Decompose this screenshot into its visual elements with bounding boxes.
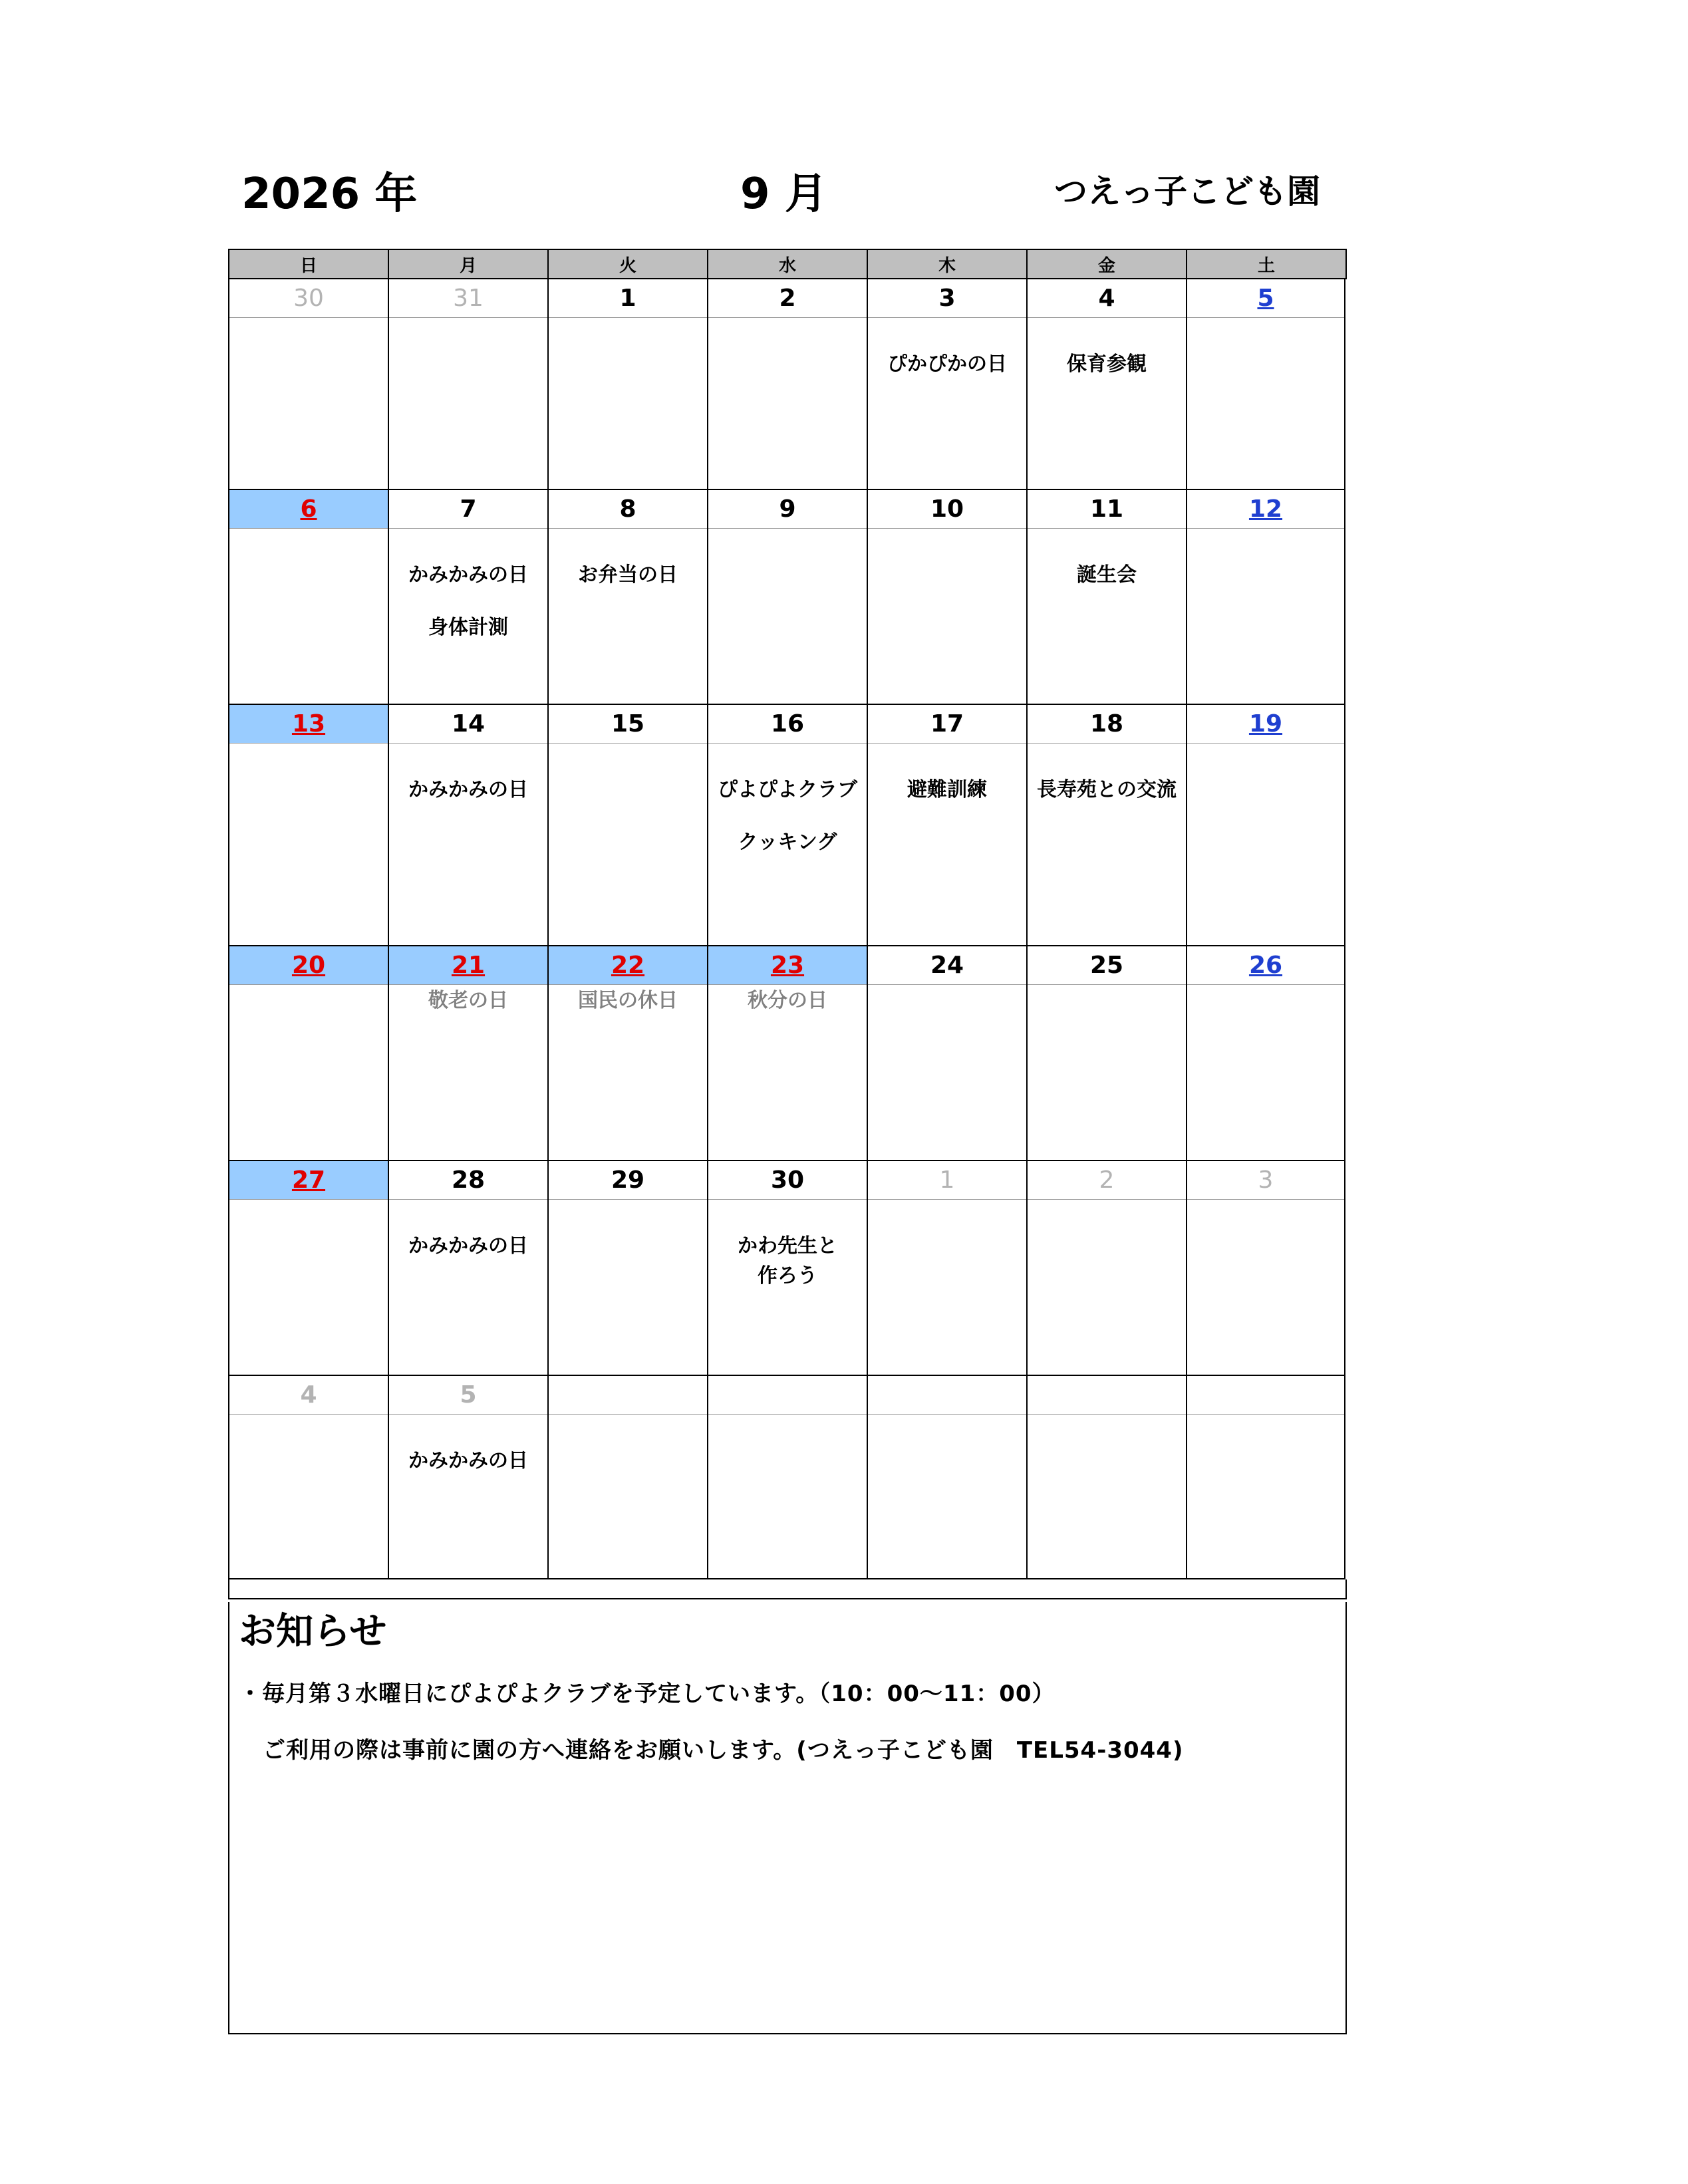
day-number: 3 — [868, 279, 1026, 318]
day-events — [868, 985, 1026, 1160]
day-cell — [867, 1376, 1026, 1579]
day-cell — [1026, 946, 1186, 1161]
day-events — [868, 1200, 1026, 1375]
day-number — [1028, 1376, 1186, 1415]
day-cell — [547, 946, 707, 1161]
day-cell — [1026, 490, 1186, 705]
weekday-header: 月 — [388, 249, 549, 279]
day-number: 29 — [549, 1161, 707, 1200]
day-number: 4 — [229, 1376, 388, 1415]
day-number: 24 — [868, 946, 1026, 985]
day-number: 30 — [708, 1161, 867, 1200]
day-events — [1028, 1200, 1186, 1375]
day-cell — [1186, 279, 1345, 490]
day-cell — [228, 1376, 388, 1579]
day-cell — [547, 1376, 707, 1579]
weekday-header: 木 — [867, 249, 1028, 279]
event-label: 保育参観 — [1067, 352, 1147, 376]
day-number: 14 — [389, 705, 547, 744]
day-number: 17 — [868, 705, 1026, 744]
day-cell — [1186, 946, 1345, 1161]
day-events — [549, 985, 707, 1160]
day-events — [229, 985, 388, 1160]
day-events — [389, 985, 547, 1160]
day-number: 19 — [1187, 705, 1344, 744]
day-number: 2 — [708, 279, 867, 318]
day-events — [868, 744, 1026, 945]
school-name: つえっ子こども園 — [1054, 172, 1320, 211]
notice-title: お知らせ — [239, 1610, 387, 1653]
event-label: かみかみの日 — [408, 563, 528, 587]
day-events — [389, 1415, 547, 1578]
week-row — [228, 946, 1345, 1161]
day-events — [389, 744, 547, 945]
day-number: 27 — [229, 1161, 388, 1200]
day-cell — [707, 279, 867, 490]
day-cell — [1186, 490, 1345, 705]
weekday-header: 日 — [228, 249, 389, 279]
year-label: 2026 年 — [241, 170, 418, 219]
event-label: かみかみの日 — [408, 1449, 528, 1472]
day-number: 21 — [389, 946, 547, 985]
day-events — [1187, 1415, 1344, 1578]
weekday-header: 水 — [707, 249, 868, 279]
day-cell — [1186, 1376, 1345, 1579]
day-number: 10 — [868, 490, 1026, 529]
week-row — [228, 279, 1345, 490]
day-number — [868, 1376, 1026, 1415]
weekday-header: 火 — [547, 249, 708, 279]
day-cell — [388, 1376, 547, 1579]
event-label: 身体計測 — [428, 616, 508, 639]
day-events — [549, 1415, 707, 1578]
day-events — [1187, 529, 1344, 704]
week-row — [228, 705, 1345, 946]
day-events — [1028, 529, 1186, 704]
holiday-name: 秋分の日 — [748, 989, 827, 1012]
day-cell — [1186, 1161, 1345, 1376]
day-events — [229, 1200, 388, 1375]
day-cell — [707, 1376, 867, 1579]
day-number: 9 — [708, 490, 867, 529]
month-label: 9 月 — [740, 170, 827, 219]
day-number: 13 — [229, 705, 388, 744]
day-events — [229, 744, 388, 945]
week-row — [228, 490, 1345, 705]
day-cell — [707, 705, 867, 946]
day-events — [389, 318, 547, 489]
event-label: 作ろう — [758, 1264, 817, 1288]
event-label: かみかみの日 — [408, 778, 528, 801]
week-row — [228, 1376, 1345, 1579]
day-cell — [388, 705, 547, 946]
event-label: ぴよぴよクラブ — [718, 778, 857, 801]
day-cell — [547, 1161, 707, 1376]
day-number — [708, 1376, 867, 1415]
day-number — [549, 1376, 707, 1415]
day-cell — [388, 946, 547, 1161]
day-events — [389, 529, 547, 704]
day-number: 7 — [389, 490, 547, 529]
event-label: かみかみの日 — [408, 1234, 528, 1258]
day-number: 4 — [1028, 279, 1186, 318]
day-number — [1187, 1376, 1344, 1415]
day-number: 6 — [229, 490, 388, 529]
day-cell — [547, 705, 707, 946]
day-events — [868, 318, 1026, 489]
day-cell — [228, 279, 388, 490]
day-events — [1028, 318, 1186, 489]
day-number: 3 — [1187, 1161, 1344, 1200]
day-cell — [707, 946, 867, 1161]
day-events — [708, 318, 867, 489]
day-cell — [867, 1161, 1026, 1376]
weekday-header: 土 — [1186, 249, 1347, 279]
weekday-header: 金 — [1026, 249, 1187, 279]
event-label: お弁当の日 — [578, 563, 678, 587]
calendar-header — [228, 160, 1345, 233]
day-events — [549, 529, 707, 704]
day-events — [708, 1415, 867, 1578]
day-number: 1 — [868, 1161, 1026, 1200]
day-number: 15 — [549, 705, 707, 744]
day-number: 28 — [389, 1161, 547, 1200]
day-cell — [547, 490, 707, 705]
day-number: 25 — [1028, 946, 1186, 985]
day-cell — [1186, 705, 1345, 946]
notice-box — [228, 1602, 1347, 2034]
day-events — [1028, 985, 1186, 1160]
day-events — [229, 1415, 388, 1578]
day-cell — [388, 490, 547, 705]
day-number: 30 — [229, 279, 388, 318]
day-events — [549, 744, 707, 945]
day-events — [229, 529, 388, 704]
day-number: 2 — [1028, 1161, 1186, 1200]
day-events — [229, 318, 388, 489]
day-cell — [707, 1161, 867, 1376]
weekday-header-row — [228, 249, 1345, 279]
day-number: 23 — [708, 946, 867, 985]
day-events — [1187, 985, 1344, 1160]
day-cell — [867, 946, 1026, 1161]
day-events — [708, 529, 867, 704]
day-cell — [867, 279, 1026, 490]
day-number: 18 — [1028, 705, 1186, 744]
day-number: 5 — [1187, 279, 1344, 318]
calendar-grid — [228, 249, 1345, 2034]
day-number: 12 — [1187, 490, 1344, 529]
day-events — [868, 529, 1026, 704]
day-cell — [228, 490, 388, 705]
day-number: 1 — [549, 279, 707, 318]
event-label: ぴかぴかの日 — [887, 352, 1007, 376]
day-cell — [867, 490, 1026, 705]
calendar-spacer-row — [228, 1579, 1347, 1599]
day-number: 22 — [549, 946, 707, 985]
notice-line-2: ご利用の際は事前に園の方へ連絡をお願いします。(つえっ子こども園 TEL54-3044) — [263, 1737, 1184, 1764]
day-cell — [388, 1161, 547, 1376]
day-cell — [228, 1161, 388, 1376]
day-events — [389, 1200, 547, 1375]
day-number: 8 — [549, 490, 707, 529]
day-number: 5 — [389, 1376, 547, 1415]
day-events — [708, 744, 867, 945]
day-cell — [228, 705, 388, 946]
day-events — [1187, 1200, 1344, 1375]
day-cell — [1026, 1376, 1186, 1579]
day-events — [708, 985, 867, 1160]
event-label: 避難訓練 — [907, 778, 987, 801]
day-number: 16 — [708, 705, 867, 744]
day-events — [708, 1200, 867, 1375]
day-cell — [388, 279, 547, 490]
day-events — [868, 1415, 1026, 1578]
event-label: 誕生会 — [1077, 563, 1137, 587]
day-events — [549, 318, 707, 489]
day-number: 20 — [229, 946, 388, 985]
event-label: クッキング — [738, 831, 837, 854]
day-events — [1187, 318, 1344, 489]
holiday-name: 国民の休日 — [578, 989, 678, 1012]
day-cell — [1026, 279, 1186, 490]
day-events — [1028, 1415, 1186, 1578]
day-cell — [1026, 705, 1186, 946]
day-number: 26 — [1187, 946, 1344, 985]
day-number: 11 — [1028, 490, 1186, 529]
event-label: 長寿苑との交流 — [1037, 778, 1177, 801]
day-events — [1028, 744, 1186, 945]
day-cell — [228, 946, 388, 1161]
day-cell — [707, 490, 867, 705]
notice-line-1: ・毎月第３水曜日にぴよぴよクラブを予定しています。（10：00～11：00） — [239, 1681, 1055, 1707]
event-label: かわ先生と — [738, 1234, 837, 1258]
holiday-name: 敬老の日 — [428, 989, 508, 1012]
week-row — [228, 1161, 1345, 1376]
day-number: 31 — [389, 279, 547, 318]
day-events — [1187, 744, 1344, 945]
day-cell — [1026, 1161, 1186, 1376]
day-cell — [547, 279, 707, 490]
day-cell — [867, 705, 1026, 946]
day-events — [549, 1200, 707, 1375]
